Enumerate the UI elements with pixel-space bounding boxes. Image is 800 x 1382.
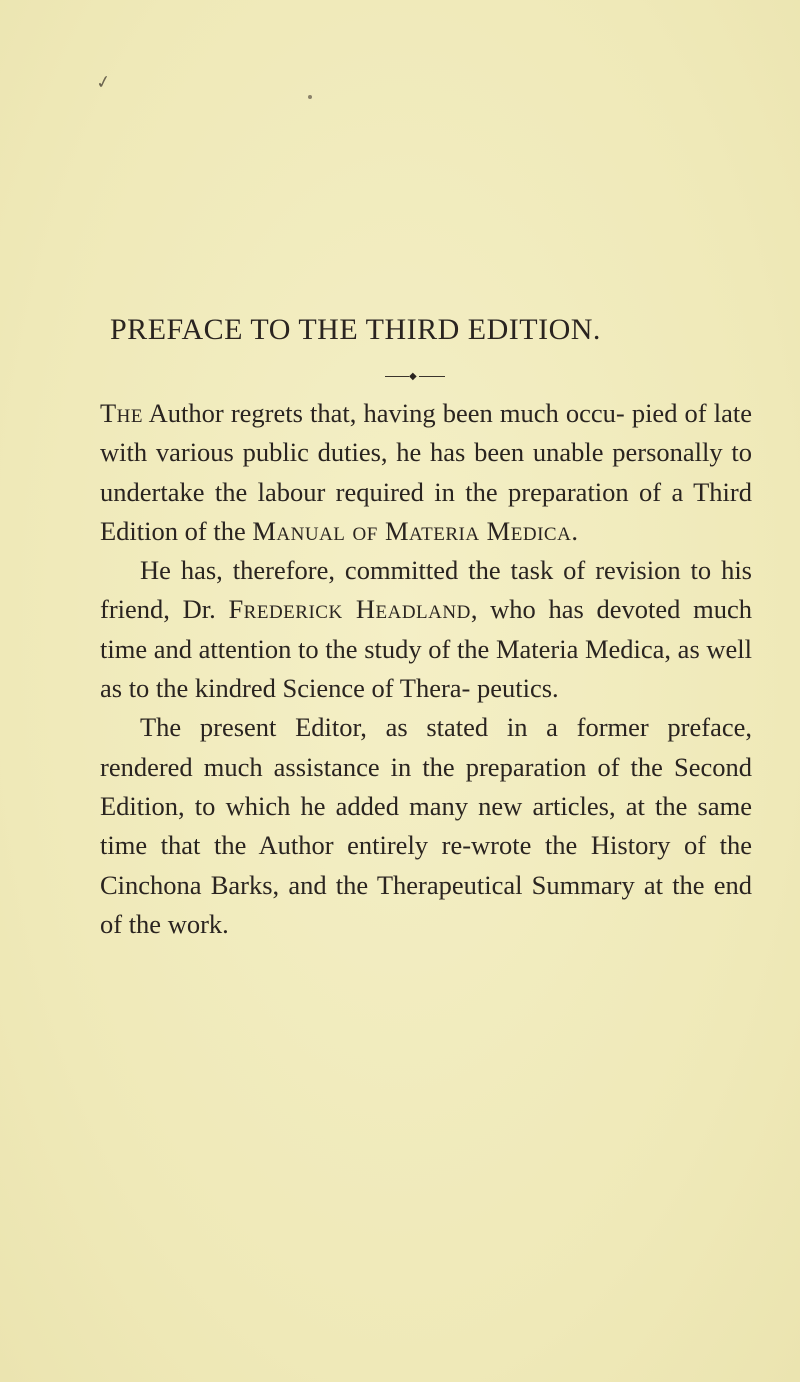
- preface-body: [100, 394, 752, 944]
- paragraph-2-text: He has, therefore, committed the task of revision to his friend, Dr.: [100, 555, 752, 625]
- paragraph-1: [100, 394, 752, 551]
- title-ornament: [385, 371, 445, 383]
- paragraph-2-end: , who has devoted much time and attention to the study of the Materia Medica, as well as to the kindred Science of Thera- peutics.: [100, 594, 753, 704]
- ornament-rule-left: [385, 376, 409, 377]
- ink-speck: [308, 95, 312, 99]
- pencil-check-mark: ✓: [94, 70, 113, 95]
- paragraph-1-end: .: [571, 515, 578, 546]
- ornament-rule-right: [419, 376, 445, 377]
- diamond-icon: ◆: [409, 371, 417, 382]
- editor-name: Frederick Headland: [228, 594, 471, 625]
- page-title: PREFACE TO THE THIRD EDITION.: [110, 313, 601, 346]
- paragraph-3: The present Editor, as stated in a former preface, rendered much assistance in the preparation of the Second Edition, to which he added many new articles, at the same time that the Author entirely re-wrote the History of the Cinchona Barks, and the Therapeutical Summary at the end of the work.: [100, 712, 752, 939]
- book-title: Manual of Materia Medica: [252, 515, 572, 546]
- paragraph-1-text: Author regrets that, having been much occu- pied of late with various public duties, he has been unable personally to undertake the labour required in the preparation of a Third Edition of the: [100, 398, 752, 546]
- paragraph-2: [100, 551, 752, 708]
- opening-word: The: [100, 398, 144, 428]
